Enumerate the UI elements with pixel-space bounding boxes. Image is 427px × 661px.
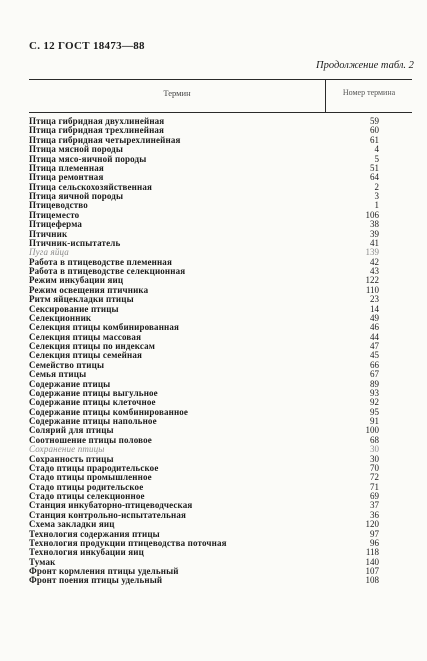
term-cell: Птичник-испытатель <box>29 237 121 248</box>
term-number-cell: 59 <box>370 116 379 126</box>
table-row <box>29 576 412 585</box>
term-number-cell: 30 <box>370 453 379 464</box>
term-cell: Стадо птицы промышленное <box>29 472 152 483</box>
term-cell: Стадо птицы прародительское <box>29 462 159 473</box>
term-number-cell: 96 <box>370 537 379 548</box>
table-row <box>29 201 412 210</box>
term-cell: Птица племенная <box>29 162 104 173</box>
term-cell: Станция инкубаторно-птицеводческая <box>29 500 193 511</box>
term-number-cell: 30 <box>370 444 379 455</box>
term-number-cell: 70 <box>370 462 379 473</box>
term-cell: Содержание птицы напольное <box>29 416 157 426</box>
term-cell: Схема закладки яиц <box>29 519 115 530</box>
term-cell: Птицеместо <box>29 209 80 220</box>
term-cell: Содержание птицы клеточное <box>29 397 156 408</box>
term-cell: Фронт поения птицы удельный <box>29 575 163 586</box>
term-number-cell: 64 <box>370 172 379 183</box>
term-cell: Селекционник <box>29 312 92 323</box>
table-row <box>29 211 412 220</box>
term-number-cell: 72 <box>370 472 379 483</box>
term-number-cell: 2 <box>374 181 379 192</box>
term-number-cell: 42 <box>370 256 379 267</box>
term-cell: Птица мясной породы <box>29 144 124 155</box>
term-number-cell: 23 <box>370 294 379 305</box>
term-number-cell: 39 <box>370 228 379 239</box>
term-cell: Тумак <box>29 556 56 567</box>
term-cell: Содержание птицы комбинированное <box>29 406 189 417</box>
term-cell: Ритм яйцекладки птицы <box>29 294 134 305</box>
term-cell: Птица мясо-яичной породы <box>29 153 147 164</box>
term-cell: Сохранность птицы <box>29 453 114 464</box>
column-header-term: Термин <box>163 88 191 98</box>
term-number-cell: 93 <box>370 387 379 398</box>
table-continuation-label: Продолжение табл. 2 <box>316 60 414 71</box>
term-cell: Птица яичной породы <box>29 191 124 201</box>
term-number-cell: 43 <box>370 266 379 276</box>
term-number-cell: 46 <box>370 322 379 333</box>
term-cell: Семья птицы <box>29 369 87 380</box>
term-cell: Сексирование птицы <box>29 303 119 314</box>
term-cell: Селекция птицы семейная <box>29 350 142 361</box>
page-header-standard: С. 12 ГОСТ 18473—88 <box>29 40 145 52</box>
term-cell: Семейство птицы <box>29 359 105 370</box>
term-number-cell: 100 <box>365 425 379 436</box>
term-number-cell: 66 <box>370 359 379 370</box>
term-number-cell: 45 <box>370 350 379 361</box>
term-cell: Стадо птицы родительское <box>29 481 144 492</box>
term-cell: Технология продукции птицеводства поточная <box>29 537 227 548</box>
term-cell: Сохранение птицы <box>29 444 105 455</box>
term-number-cell: 61 <box>370 134 379 145</box>
term-cell: Птица сельскохозяйственная <box>29 181 153 192</box>
term-cell: Стадо птицы селекционное <box>29 491 145 501</box>
term-cell: Птица гибридная двухлинейная <box>29 116 165 126</box>
term-number-cell: 41 <box>370 237 379 248</box>
term-number-cell: 3 <box>374 191 379 201</box>
table-row <box>29 361 412 370</box>
term-cell: Технология содержания птицы <box>29 528 160 539</box>
term-number-cell: 110 <box>365 284 379 295</box>
term-cell: Режим инкубации яиц <box>29 275 124 286</box>
table-header-rule <box>29 112 412 113</box>
term-cell: Птица ремонтная <box>29 172 104 183</box>
table-row <box>29 220 412 229</box>
table-body <box>29 117 412 586</box>
term-cell: Птицеводство <box>29 200 88 211</box>
term-cell: Птица гибридная четырехлинейная <box>29 134 181 145</box>
term-number-cell: 14 <box>370 303 379 314</box>
term-number-cell: 4 <box>374 144 379 155</box>
term-cell: Селекция птицы массовая <box>29 331 142 342</box>
term-number-cell: 92 <box>370 397 379 408</box>
column-header-number: Номер термина <box>342 88 396 97</box>
term-number-cell: 67 <box>370 369 379 380</box>
term-cell: Солярий для птицы <box>29 425 114 436</box>
term-cell: Технология инкубации яиц <box>29 547 144 558</box>
term-number-cell: 36 <box>370 509 379 520</box>
term-number-cell: 37 <box>370 500 379 511</box>
term-cell: Работа в птицеводстве племенная <box>29 256 172 267</box>
term-cell: Селекция птицы по индексам <box>29 341 156 351</box>
term-cell: Селекция птицы комбинированная <box>29 322 180 333</box>
term-number-cell: 108 <box>365 575 379 586</box>
term-number-cell: 69 <box>370 491 379 501</box>
term-number-cell: 122 <box>365 275 379 286</box>
term-cell: Птичник <box>29 228 68 239</box>
term-number-cell: 49 <box>370 312 379 323</box>
term-number-cell: 97 <box>370 528 379 539</box>
table-row <box>29 239 412 248</box>
table-top-rule <box>29 79 412 80</box>
term-number-cell: 120 <box>365 519 379 530</box>
term-number-cell: 95 <box>370 406 379 417</box>
term-number-cell: 139 <box>365 247 379 258</box>
term-number-cell: 5 <box>374 153 379 164</box>
term-number-cell: 47 <box>370 341 379 351</box>
table-row <box>29 548 412 557</box>
term-cell: Птица гибридная трехлинейная <box>29 125 165 136</box>
term-number-cell: 91 <box>370 416 379 426</box>
term-number-cell: 140 <box>365 556 379 567</box>
term-number-cell: 118 <box>365 547 379 558</box>
term-number-cell: 60 <box>370 125 379 136</box>
term-cell: Фронт кормления птицы удельный <box>29 566 179 576</box>
term-number-cell: 89 <box>370 378 379 389</box>
term-number-cell: 51 <box>370 162 379 173</box>
term-number-cell: 71 <box>370 481 379 492</box>
term-cell: Соотношение птицы половое <box>29 434 152 445</box>
term-number-cell: 107 <box>365 566 379 576</box>
term-number-cell: 106 <box>365 209 379 220</box>
term-cell: Режим освещения птичника <box>29 284 149 295</box>
term-number-cell: 68 <box>370 434 379 445</box>
term-cell: Птицеферма <box>29 219 83 230</box>
term-cell: Содержание птицы выгульное <box>29 387 158 398</box>
term-cell: Работа в птицеводстве селекционная <box>29 266 186 276</box>
term-cell: Содержание птицы <box>29 378 111 389</box>
term-cell: Пуга яйца <box>29 247 69 258</box>
term-number-cell: 1 <box>374 200 379 211</box>
term-cell: Станция контрольно-испытательная <box>29 509 187 520</box>
term-number-cell: 44 <box>370 331 379 342</box>
term-number-cell: 38 <box>370 219 379 230</box>
